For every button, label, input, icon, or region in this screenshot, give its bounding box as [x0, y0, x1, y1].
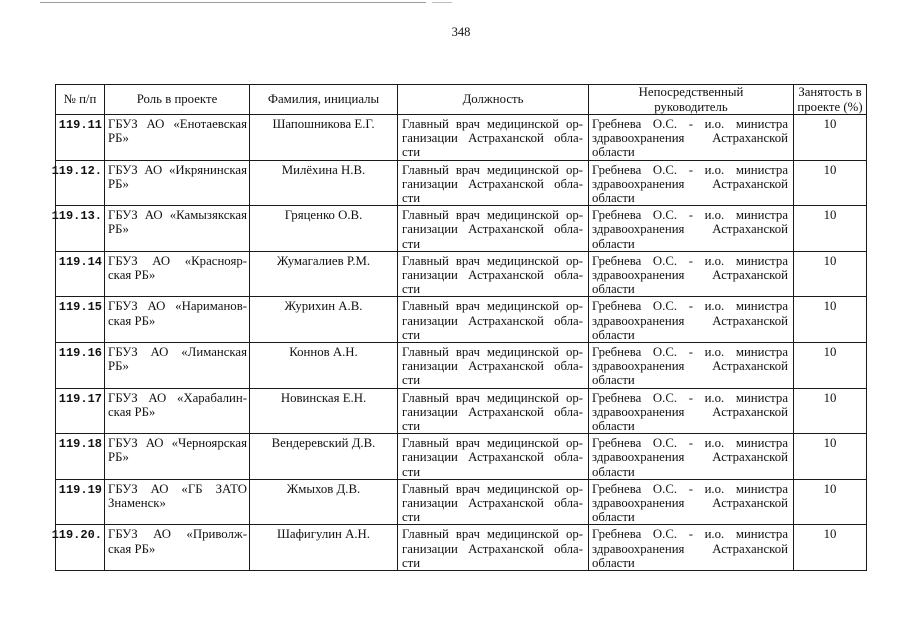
cell-position — [398, 434, 589, 480]
cell-num — [56, 343, 105, 389]
person-name: Новинская Е.Н. — [280, 390, 367, 405]
manager-line: области — [592, 236, 635, 251]
manager-line: Гребнева О.С. - и.о. министра — [592, 527, 788, 542]
manager-line: области — [592, 373, 635, 388]
manager-text — [589, 343, 793, 388]
person-name: Вендеревский Д.В. — [271, 436, 376, 451]
role-text — [105, 206, 249, 236]
manager-line: Гребнева О.С. - и.о. министра — [592, 436, 788, 451]
manager-text — [589, 252, 793, 297]
table-row — [56, 206, 867, 252]
occupancy-value: 10 — [823, 208, 837, 223]
position-line: Главный врач медицинской ор- — [402, 299, 583, 314]
header-occupancy-line: Занятость в — [798, 85, 862, 100]
manager-line: Гребнева О.С. - и.о. министра — [592, 390, 788, 405]
table-row — [56, 297, 867, 343]
row-number: 119.19 — [58, 482, 102, 497]
scan-edge-line — [432, 2, 452, 3]
cell-role — [105, 251, 250, 297]
manager-line: Гребнева О.С. - и.о. министра — [592, 481, 788, 496]
cell-occupancy — [794, 434, 867, 480]
role-line: РБ» — [108, 176, 129, 191]
manager-line: области — [592, 419, 635, 434]
cell-manager — [589, 206, 794, 252]
occupancy-value: 10 — [823, 162, 837, 177]
cell-position — [398, 479, 589, 525]
cell-occupancy — [794, 388, 867, 434]
manager-line: Гребнева О.С. - и.о. министра — [592, 162, 788, 177]
role-text — [105, 343, 249, 373]
occupancy-value: 10 — [823, 299, 837, 314]
cell-position — [398, 343, 589, 389]
position-line: сти — [402, 419, 421, 434]
position-text — [398, 434, 588, 479]
position-line: Главный врач медицинской ор- — [402, 390, 583, 405]
row-number: 119.11 — [58, 118, 102, 132]
cell-occupancy — [794, 525, 867, 571]
table-row — [56, 160, 867, 206]
manager-text — [589, 434, 793, 479]
role-line: ГБУЗ АО «Черноярская — [108, 436, 247, 451]
cell-position — [398, 206, 589, 252]
cell-manager — [589, 479, 794, 525]
cell-role — [105, 343, 250, 389]
position-line: сти — [402, 282, 421, 297]
manager-line: области — [592, 464, 635, 479]
manager-text — [589, 161, 793, 206]
manager-line: Гребнева О.С. - и.о. министра — [592, 253, 788, 268]
cell-num — [51, 160, 105, 206]
cell-name — [250, 479, 398, 525]
position-line: сти — [402, 191, 421, 206]
header-position: Должность — [398, 85, 589, 115]
cell-occupancy — [794, 160, 867, 206]
manager-line: Гребнева О.С. - и.о. министра — [592, 299, 788, 314]
position-text — [398, 297, 588, 342]
role-text — [105, 115, 249, 145]
manager-line: Гребнева О.С. - и.о. министра — [592, 117, 788, 131]
position-line: ганизации Астраханской обла- — [402, 404, 583, 419]
cell-occupancy — [794, 343, 867, 389]
role-line: РБ» — [108, 131, 129, 146]
role-text — [105, 297, 249, 327]
cell-role — [105, 160, 250, 206]
cell-manager — [589, 525, 794, 571]
manager-line: здравоохранения Астраханской — [592, 404, 788, 419]
role-line: Знаменск» — [108, 496, 166, 511]
position-line: Главный врач медицинской ор- — [402, 253, 583, 268]
position-line: сти — [402, 373, 421, 388]
table-row — [56, 115, 867, 161]
header-role: Роль в проекте — [105, 85, 250, 115]
row-number: 119.12. — [51, 163, 102, 178]
manager-line: области — [592, 145, 635, 160]
cell-num — [56, 297, 105, 343]
manager-line: здравоохранения Астраханской — [592, 496, 788, 511]
occupancy-value: 10 — [823, 253, 837, 268]
role-text — [105, 389, 249, 419]
position-line: сти — [402, 555, 421, 570]
position-text — [398, 206, 588, 251]
cell-position — [398, 251, 589, 297]
cell-name — [250, 297, 398, 343]
manager-text — [589, 206, 793, 251]
table-row — [56, 525, 867, 571]
cell-role — [105, 206, 250, 252]
row-number: 119.17 — [58, 391, 102, 406]
header-occupancy — [794, 85, 867, 115]
cell-name — [250, 343, 398, 389]
header-occupancy-line: проекте (%) — [797, 99, 863, 114]
cell-role — [105, 115, 250, 161]
cell-occupancy — [794, 206, 867, 252]
header-name: Фамилия, инициалы — [250, 85, 398, 115]
cell-position — [398, 297, 589, 343]
cell-name — [250, 206, 398, 252]
manager-line: здравоохранения Астраханской — [592, 176, 788, 191]
position-line: ганизации Астраханской обла- — [402, 268, 583, 283]
row-number: 119.20. — [51, 528, 102, 543]
position-line: сти — [402, 236, 421, 251]
occupancy-value: 10 — [823, 345, 837, 360]
manager-line: здравоохранения Астраханской — [592, 541, 788, 556]
cell-manager — [589, 388, 794, 434]
position-line: ганизации Астраханской обла- — [402, 496, 583, 511]
header-num: № п/п — [56, 85, 105, 115]
table-row — [56, 388, 867, 434]
scan-edge-line — [40, 2, 426, 3]
person-name: Жмыхов Д.В. — [286, 481, 361, 496]
role-text — [105, 525, 249, 555]
row-number: 119.13. — [51, 209, 102, 224]
cell-role — [105, 297, 250, 343]
manager-line: Гребнева О.С. - и.о. министра — [592, 345, 788, 360]
role-line: ская РБ» — [108, 404, 156, 419]
role-line: РБ» — [108, 222, 129, 237]
cell-name — [250, 115, 398, 161]
role-text — [105, 161, 249, 191]
cell-name — [250, 251, 398, 297]
cell-name — [250, 525, 398, 571]
role-text — [105, 252, 249, 282]
cell-role — [105, 434, 250, 480]
role-line: ГБУЗ АО «Краснояр- — [108, 253, 247, 268]
manager-text — [589, 480, 793, 525]
manager-text — [589, 525, 793, 570]
manager-text — [589, 297, 793, 342]
position-line: ганизации Астраханской обла- — [402, 222, 583, 237]
person-name: Гряценко О.В. — [284, 208, 363, 223]
manager-line: здравоохранения Астраханской — [592, 313, 788, 328]
cell-name — [250, 160, 398, 206]
role-line: ГБУЗ АО «Харабалин- — [108, 390, 247, 405]
occupancy-value: 10 — [823, 527, 837, 542]
position-line: Главный врач медицинской ор- — [402, 345, 583, 360]
occupancy-value: 10 — [823, 117, 837, 131]
person-name: Журихин А.В. — [284, 299, 363, 314]
role-line: ГБУЗ АО «Икрянинская — [108, 162, 247, 177]
cell-num — [56, 251, 105, 297]
table-row — [56, 251, 867, 297]
role-line: ская РБ» — [108, 541, 156, 556]
cell-position — [398, 525, 589, 571]
position-line: Главный врач медицинской ор- — [402, 208, 583, 223]
manager-line: здравоохранения Астраханской — [592, 359, 788, 374]
position-line: ганизации Астраханской обла- — [402, 450, 583, 465]
occupancy-value: 10 — [823, 481, 837, 496]
manager-line: здравоохранения Астраханской — [592, 131, 788, 146]
table-body — [51, 115, 867, 571]
person-name: Милёхина Н.В. — [281, 162, 366, 177]
person-name: Шапошникова Е.Г. — [272, 117, 375, 131]
position-line: ганизации Астраханской обла- — [402, 176, 583, 191]
person-name: Жумагалиев Р.М. — [276, 253, 371, 268]
position-line: сти — [402, 510, 421, 525]
cell-occupancy — [794, 251, 867, 297]
cell-occupancy — [794, 115, 867, 161]
cell-role — [105, 388, 250, 434]
cell-num — [51, 206, 105, 252]
cell-manager — [589, 297, 794, 343]
cell-position — [398, 388, 589, 434]
cell-name — [250, 434, 398, 480]
role-text — [105, 480, 249, 510]
cell-position — [398, 115, 589, 161]
role-line: ГБУЗ АО «Камызякская — [108, 208, 247, 223]
cell-manager — [589, 251, 794, 297]
position-text — [398, 389, 588, 434]
position-text — [398, 161, 588, 206]
row-number: 119.18 — [58, 437, 102, 452]
project-staff-table — [51, 84, 867, 571]
position-line: сти — [402, 145, 421, 160]
position-line: ганизации Астраханской обла- — [402, 313, 583, 328]
position-line: сти — [402, 464, 421, 479]
manager-line: здравоохранения Астраханской — [592, 222, 788, 237]
cell-manager — [589, 434, 794, 480]
cell-num — [56, 115, 105, 161]
position-line: ганизации Астраханской обла- — [402, 131, 583, 146]
cell-num — [56, 434, 105, 480]
person-name: Коннов А.Н. — [289, 345, 358, 360]
role-line: ская РБ» — [108, 313, 156, 328]
position-line: Главный врач медицинской ор- — [402, 162, 583, 177]
cell-manager — [589, 115, 794, 161]
person-name: Шафигулин А.Н. — [277, 527, 370, 542]
manager-line: области — [592, 191, 635, 206]
cell-manager — [589, 160, 794, 206]
role-line: РБ» — [108, 359, 129, 374]
cell-role — [105, 525, 250, 571]
manager-text — [589, 115, 793, 160]
cell-role — [105, 479, 250, 525]
manager-line: области — [592, 510, 635, 525]
occupancy-value: 10 — [823, 390, 837, 405]
manager-line: области — [592, 555, 635, 570]
role-text — [105, 434, 249, 464]
table-row — [56, 479, 867, 525]
header-manager — [589, 85, 794, 115]
role-line: ГБУЗ АО «Енотаевская — [108, 117, 247, 131]
cell-position — [398, 160, 589, 206]
position-line: Главный врач медицинской ор- — [402, 527, 583, 542]
position-line: ганизации Астраханской обла- — [402, 541, 583, 556]
position-text — [398, 343, 588, 388]
cell-num — [51, 525, 105, 571]
table-row — [56, 343, 867, 389]
row-number: 119.15 — [58, 300, 102, 315]
row-number: 119.16 — [58, 346, 102, 361]
cell-manager — [589, 343, 794, 389]
position-line: Главный врач медицинской ор- — [402, 436, 583, 451]
cell-name — [250, 388, 398, 434]
header-manager-line: Непосредственный — [638, 85, 744, 100]
manager-line: здравоохранения Астраханской — [592, 450, 788, 465]
position-text — [398, 480, 588, 525]
occupancy-value: 10 — [823, 436, 837, 451]
position-line: ганизации Астраханской обла- — [402, 359, 583, 374]
page-number: 348 — [451, 25, 471, 39]
header-manager-line: руководитель — [654, 99, 728, 114]
cell-occupancy — [794, 479, 867, 525]
position-line: Главный врач медицинской ор- — [402, 117, 583, 131]
table-header-row — [56, 85, 867, 115]
manager-line: области — [592, 327, 635, 342]
position-line: сти — [402, 327, 421, 342]
cell-num — [56, 388, 105, 434]
position-line: Главный врач медицинской ор- — [402, 481, 583, 496]
role-line: ГБУЗ АО «Лиманская — [108, 345, 247, 360]
table-row — [56, 434, 867, 480]
role-line: РБ» — [108, 450, 129, 465]
row-number: 119.14 — [58, 254, 102, 269]
position-text — [398, 115, 588, 160]
manager-line: здравоохранения Астраханской — [592, 268, 788, 283]
role-line: ГБУЗ АО «Приволж- — [108, 527, 247, 542]
manager-line: области — [592, 282, 635, 297]
role-line: ГБУЗ АО «ГБ ЗАТО — [108, 481, 247, 496]
position-text — [398, 525, 588, 570]
manager-text — [589, 389, 793, 434]
manager-line: Гребнева О.С. - и.о. министра — [592, 208, 788, 223]
position-text — [398, 252, 588, 297]
cell-occupancy — [794, 297, 867, 343]
cell-num — [56, 479, 105, 525]
role-line: ГБУЗ АО «Нариманов- — [108, 299, 247, 314]
role-line: ская РБ» — [108, 268, 156, 283]
